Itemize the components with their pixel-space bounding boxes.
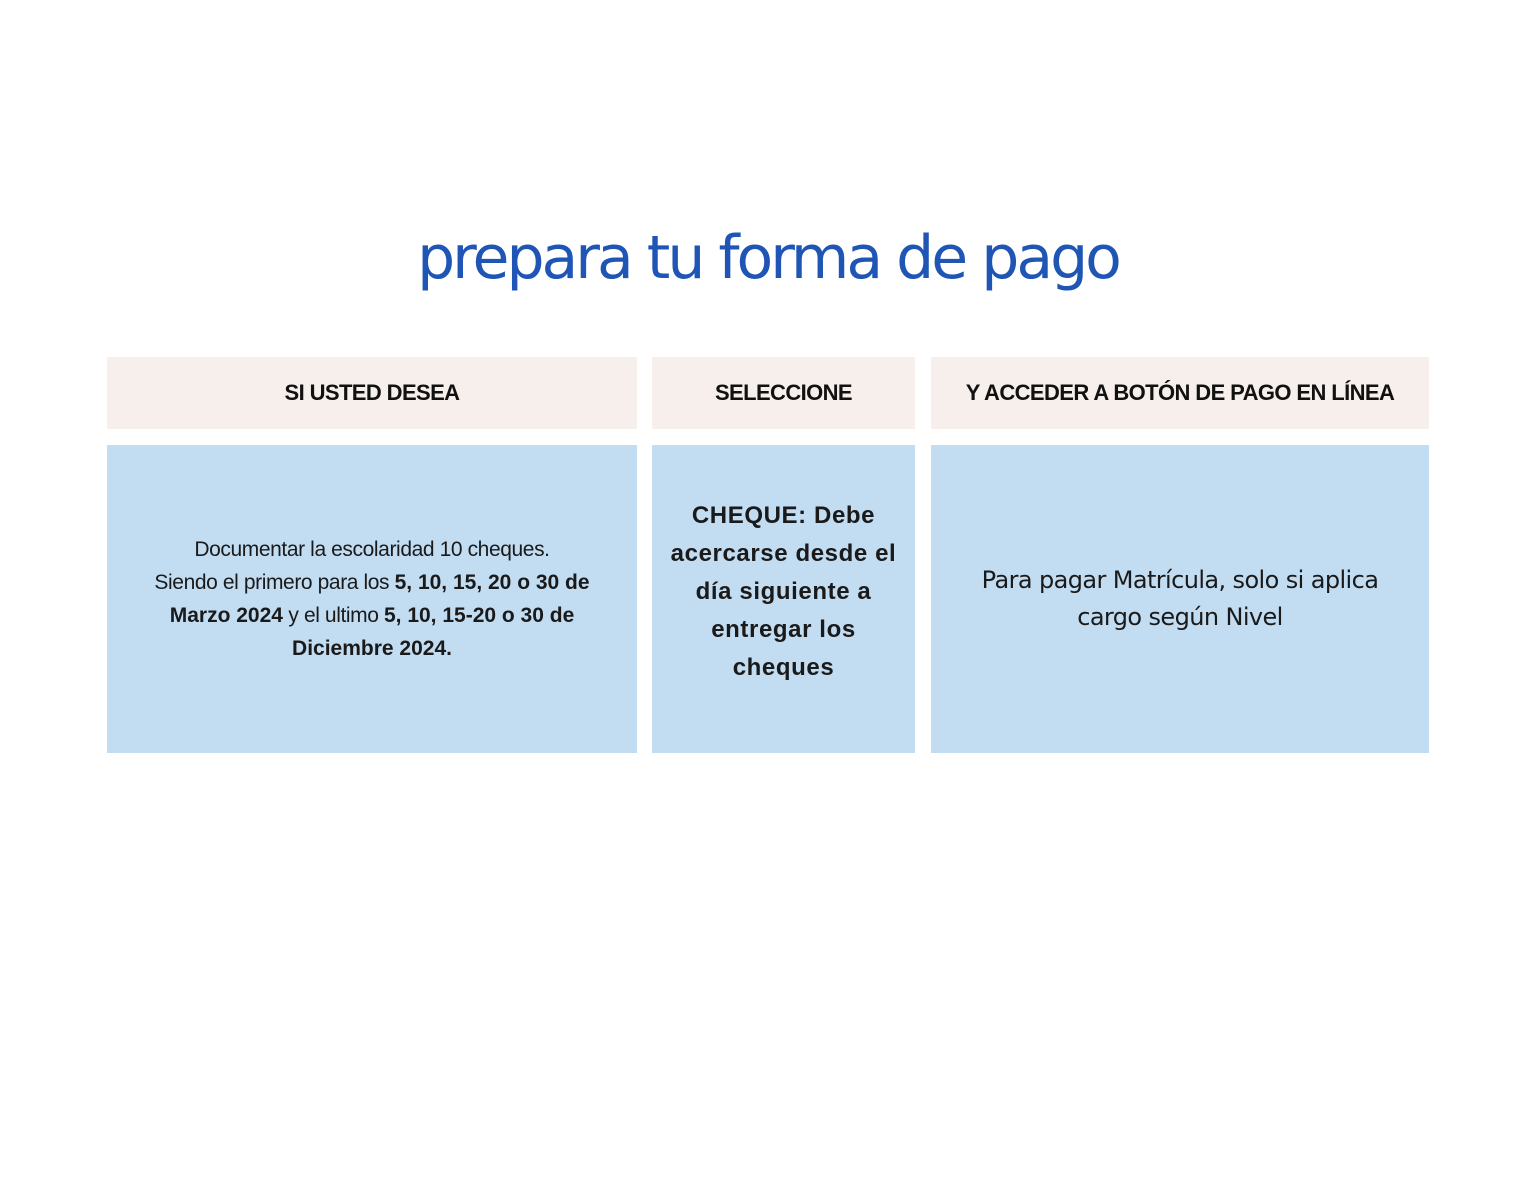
cell-text [107,533,637,665]
cell-documentar-escolaridad [107,445,637,753]
cell-text-part2: Siendo el primero para los [154,571,395,594]
page-title: prepara tu forma de pago [417,223,1119,293]
cell-text: CHEQUE: Debe acercarse desde el día siguiente a entregar los cheques [670,502,897,681]
header-label: Y ACCEDER A BOTÓN DE PAGO EN LÍNEA [965,380,1395,405]
cell-text-line1: Documentar la escolaridad 10 cheques. [194,538,550,561]
cell-text-bold2: 5, 10, 15-20 o 30 de Diciembre 2024. [292,604,575,660]
cell-text-bold1: 5, 10, 15, 20 o 30 de Marzo 2024 [169,571,590,627]
cell-pagar-matricula [931,445,1429,753]
cell-text-part3: y el ultimo [282,604,384,627]
header-si-usted-desea [107,357,637,429]
cell-cheque [652,445,915,753]
cell-text: Para pagar Matrícula, solo si aplica cargo según Nivel [981,566,1379,631]
header-label: SELECCIONE [714,380,853,405]
header-label: SI USTED DESEA [284,380,460,405]
header-seleccione [652,357,915,429]
header-boton-de-pago [931,357,1429,429]
